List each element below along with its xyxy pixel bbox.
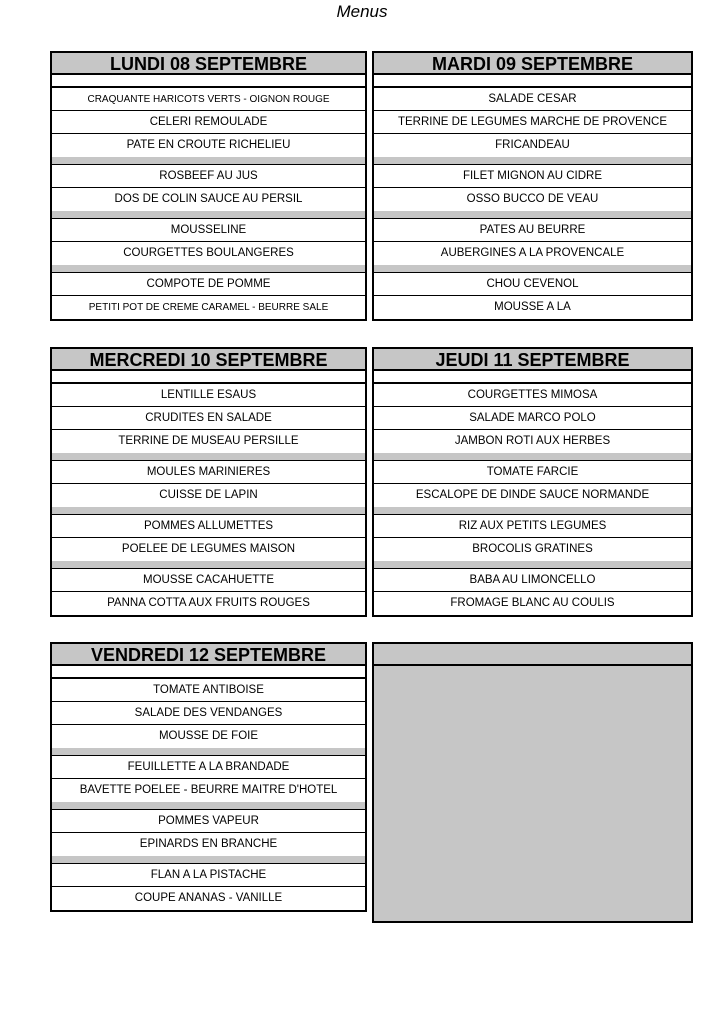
menu-item: SALADE DES VENDANGES bbox=[52, 702, 365, 725]
menu-item: ESCALOPE DE DINDE SAUCE NORMANDE bbox=[415, 489, 650, 501]
menu-item: ROSBEEF AU JUS bbox=[52, 165, 365, 188]
menu-item: FILET MIGNON AU CIDRE bbox=[374, 165, 691, 188]
menu-item: PANNA COTTA AUX FRUITS ROUGES bbox=[107, 597, 310, 609]
course-group bbox=[52, 88, 365, 165]
menu-item: BROCOLIS GRATINES bbox=[472, 543, 593, 555]
menu-item: COMPOTE DE POMME bbox=[52, 273, 365, 296]
menu-item: FRICANDEAU bbox=[495, 139, 570, 151]
menu-item: MOUSSE A LA bbox=[494, 301, 571, 313]
menu-item: COUPE ANANAS - VANILLE bbox=[134, 892, 283, 904]
menu-item: POMMES VAPEUR bbox=[52, 810, 365, 833]
menu-item: CUISSE DE LAPIN bbox=[159, 489, 258, 501]
header-spacer bbox=[52, 666, 365, 679]
course-group bbox=[52, 273, 365, 319]
course-group bbox=[374, 384, 691, 461]
day-header: JEUDI 11 SEPTEMBRE bbox=[374, 349, 691, 371]
menu-item: COURGETTES MIMOSA bbox=[374, 384, 691, 407]
course-group bbox=[52, 515, 365, 569]
menu-item: TERRINE DE MUSEAU PERSILLE bbox=[118, 435, 299, 447]
header-spacer bbox=[374, 75, 691, 88]
menu-item: MOUSSE CACAHUETTE bbox=[52, 569, 365, 592]
menu-item: CRAQUANTE HARICOTS VERTS - OIGNON ROUGE bbox=[52, 88, 365, 111]
menu-item: CELERI REMOULADE bbox=[52, 111, 365, 134]
menu-item: FLAN A LA PISTACHE bbox=[52, 864, 365, 887]
menu-item: POMMES ALLUMETTES bbox=[52, 515, 365, 538]
menu-item: PETITI POT DE CREME CARAMEL - BEURRE SALE bbox=[88, 302, 329, 313]
day-header: MARDI 09 SEPTEMBRE bbox=[374, 53, 691, 75]
menu-item: TERRINE DE LEGUMES MARCHE DE PROVENCE bbox=[374, 111, 691, 134]
course-group bbox=[374, 88, 691, 165]
menu-item: DOS DE COLIN SAUCE AU PERSIL bbox=[114, 193, 303, 205]
menu-item: BAVETTE POELEE - BEURRE MAITRE D'HOTEL bbox=[79, 784, 338, 796]
course-group bbox=[52, 165, 365, 219]
menu-item: CRUDITES EN SALADE bbox=[52, 407, 365, 430]
menu-item: JAMBON ROTI AUX HERBES bbox=[454, 435, 611, 447]
menu-item: AUBERGINES A LA PROVENCALE bbox=[440, 247, 625, 259]
day-panel bbox=[50, 642, 367, 912]
header-spacer bbox=[374, 371, 691, 384]
menu-item: POELEE DE LEGUMES MAISON bbox=[121, 543, 296, 555]
day-panel bbox=[372, 347, 693, 617]
menu-item: FEUILLETTE A LA BRANDADE bbox=[52, 756, 365, 779]
course-group bbox=[52, 756, 365, 810]
menu-item: TOMATE ANTIBOISE bbox=[52, 679, 365, 702]
course-group bbox=[52, 569, 365, 615]
course-group bbox=[374, 461, 691, 515]
course-group bbox=[374, 165, 691, 219]
menu-item: RIZ AUX PETITS LEGUMES bbox=[374, 515, 691, 538]
header-spacer bbox=[52, 371, 365, 384]
course-group bbox=[52, 384, 365, 461]
course-group bbox=[52, 679, 365, 756]
day-header: LUNDI 08 SEPTEMBRE bbox=[52, 53, 365, 75]
menu-item: FROMAGE BLANC AU COULIS bbox=[450, 597, 615, 609]
menu-item: PATE EN CROUTE RICHELIEU bbox=[126, 139, 291, 151]
menu-item: TOMATE FARCIE bbox=[374, 461, 691, 484]
empty-panel bbox=[372, 642, 693, 923]
page-title: Menus bbox=[336, 2, 388, 21]
menu-item: BABA AU LIMONCELLO bbox=[374, 569, 691, 592]
menu-item: PATES AU BEURRE bbox=[374, 219, 691, 242]
day-header: MERCREDI 10 SEPTEMBRE bbox=[52, 349, 365, 371]
course-group bbox=[52, 864, 365, 910]
menu-item: EPINARDS EN BRANCHE bbox=[139, 838, 278, 850]
header-spacer bbox=[52, 75, 365, 88]
menu-item: MOUSSE DE FOIE bbox=[158, 730, 259, 742]
day-panel bbox=[372, 51, 693, 321]
menu-item: SALADE CESAR bbox=[374, 88, 691, 111]
empty-panel-header bbox=[374, 644, 691, 666]
course-group bbox=[52, 219, 365, 273]
menu-item: COURGETTES BOULANGERES bbox=[123, 247, 294, 259]
course-group bbox=[52, 810, 365, 864]
menu-item: CHOU CEVENOL bbox=[374, 273, 691, 296]
menu-item: LENTILLE ESAUS bbox=[52, 384, 365, 407]
menu-item: OSSO BUCCO DE VEAU bbox=[466, 193, 599, 205]
day-panel bbox=[50, 347, 367, 617]
menu-item: MOUSSELINE bbox=[52, 219, 365, 242]
course-group bbox=[374, 219, 691, 273]
course-group bbox=[52, 461, 365, 515]
menu-item: SALADE MARCO POLO bbox=[374, 407, 691, 430]
course-group bbox=[374, 569, 691, 615]
course-group bbox=[374, 273, 691, 319]
course-group bbox=[374, 515, 691, 569]
day-panel bbox=[50, 51, 367, 321]
day-header: VENDREDI 12 SEPTEMBRE bbox=[52, 644, 365, 666]
menu-item: MOULES MARINIERES bbox=[52, 461, 365, 484]
